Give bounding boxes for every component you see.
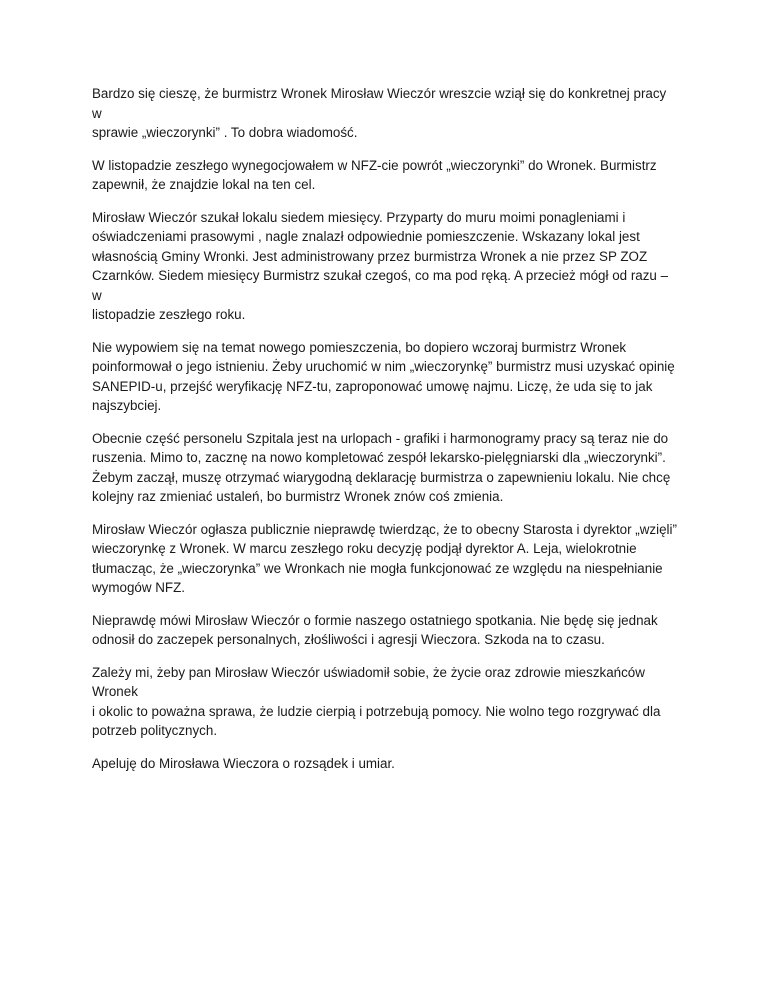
paragraph-6: Mirosław Wieczór ogłasza publicznie nieprawdę twierdząc, że to obecny Starosta i dyrektor „wzięli” wieczorynkę z Wronek. W marcu zeszłego roku decyzję podjął dyrektor A. Leja, wielokrotnie tłumacząc, że „wieczorynka” we Wronkach nie mogła funkcjonować ze względu na niespełnianie wymogów NFZ. [92, 521, 677, 595]
paragraph-1: Bardzo się cieszę, że burmistrz Wronek Mirosław Wieczór wreszcie wziął się do konkretnej pracy w sprawie „wieczorynki” . To dobra wiadomość. [92, 86, 667, 140]
paragraph-9: Apeluję do Mirosława Wieczora o rozsądek i umiar. [92, 755, 395, 771]
paragraph-7: Nieprawdę mówi Mirosław Wieczór o formie naszego ostatniego spotkania. Nie będę się jednak odnosił do zaczepek personalnych, złośliwości i agresji Wieczora. Szkoda na to czasu. [92, 612, 658, 647]
paragraph-4: Nie wypowiem się na temat nowego pomieszczenia, bo dopiero wczoraj burmistrz Wronek poinformował o jego istnieniu. Żeby uruchomić w nim „wieczorynkę” burmistrz musi uzyskać opinię SANEPID-u, przejść weryfikację NFZ-tu, zaproponować umowę najmu. Liczę, że uda się to jak najszybciej. [92, 339, 675, 413]
paragraph-2: W listopadzie zeszłego wynegocjowałem w NFZ-cie powrót „wieczorynki” do Wronek. Burmistrz zapewnił, że znajdzie lokal na ten cel. [92, 157, 657, 192]
document-body [92, 84, 677, 786]
paragraph-5: Obecnie część personelu Szpitala jest na urlopach - grafiki i harmonogramy pracy są teraz nie do ruszenia. Mimo to, zacznę na nowo kompletować zespół lekarsko-pielęgniarski dla „wieczorynki”. Żebym zaczął, muszę otrzymać wiarygodną deklarację burmistrza o zapewnieniu lokalu. Nie chcę kolejny raz zmieniać ustaleń, bo burmistrz Wronek znów coś zmienia. [92, 430, 671, 504]
paragraph-8: Zależy mi, żeby pan Mirosław Wieczór uświadomił sobie, że życie oraz zdrowie mieszkańców Wronek i okolic to poważna sprawa, że ludzie cierpią i potrzebują pomocy. Nie wolno tego rozgrywać dla potrzeb politycznych. [92, 664, 661, 738]
paragraph-3: Mirosław Wieczór szukał lokalu siedem miesięcy. Przyparty do muru moimi ponagleniami i oświadczeniami prasowymi , nagle znalazł odpowiednie pomieszczenie. Wskazany lokal jest własnością Gminy Wronki. Jest administrowany przez burmistrza Wronek a nie przez SP ZOZ Czarnków. Siedem miesięcy Burmistrz szukał czegoś, co ma pod ręką. A przecież mógł od razu – w listopadzie zeszłego roku. [92, 209, 669, 322]
